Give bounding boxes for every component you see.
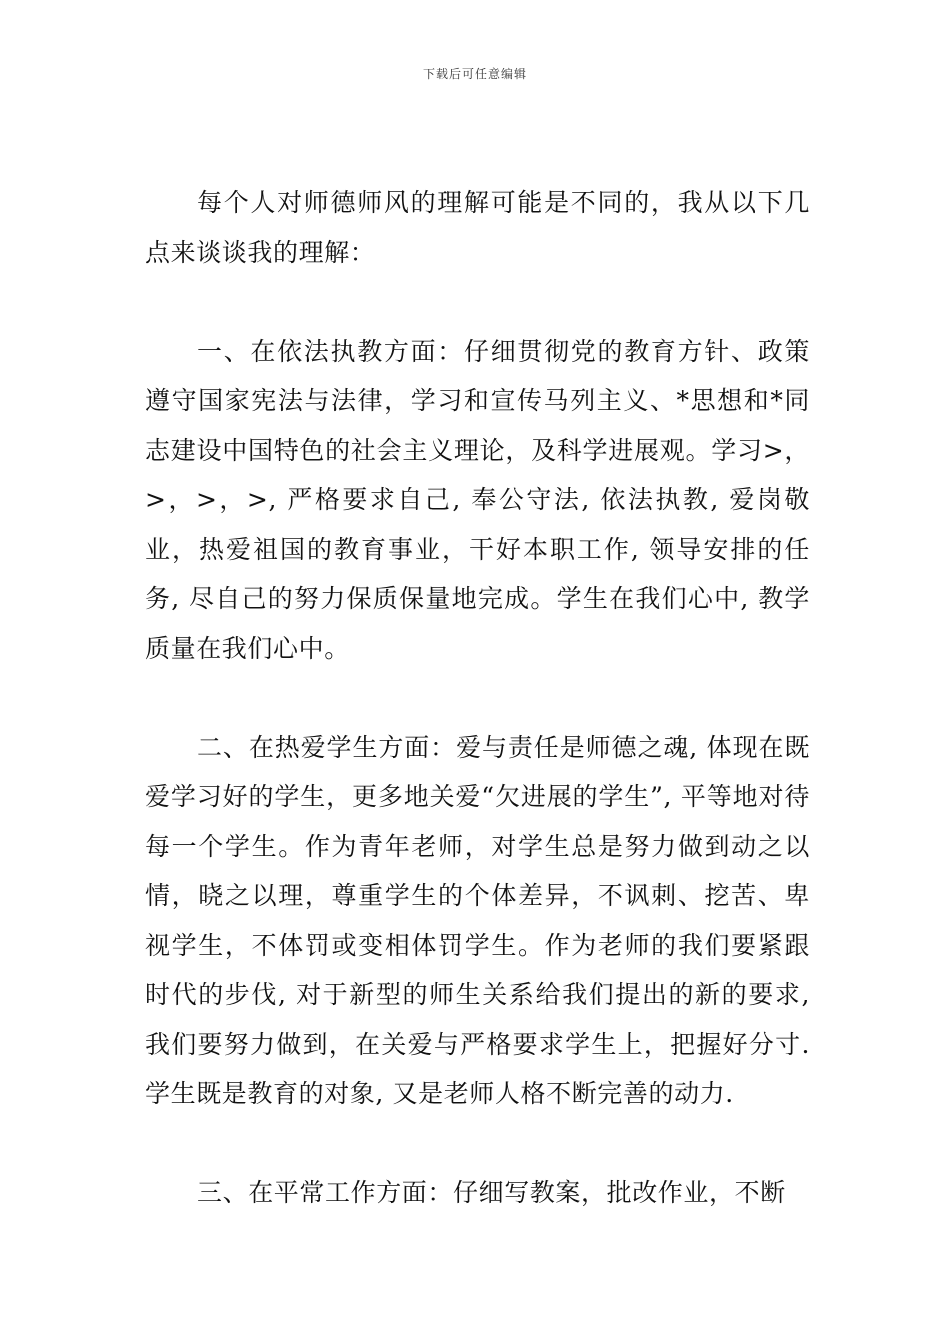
- paragraph-daily-work: 三、在平常工作方面：仔细写教案，批改作业，不断: [197, 1178, 786, 1207]
- paragraph-intro: 每个人对师德师风的理解可能是不同的，我从以下几点来谈谈我的理解：: [145, 188, 810, 267]
- document-body: [145, 178, 810, 1218]
- paragraph-love-students: 二、在热爱学生方面：爱与责任是师德之魂, 体现在既爱学习好的学生，更多地关爱“欠进展的学生”, 平等地对待每一个学生。作为青年老师，对学生总是努力做到动之以情，晓之以理，尊重学生的个体差异，不讽刺、挖苦、卑视学生，不体罚或变相体罚学生。作为老师的我们要紧跟时代的步伐, 对于新型的师生关系给我们提出的新的要求, 我们要努力做到，在关爱与严格要求学生上，把握好分寸. 学生既是教育的对象, 又是老师人格不断完善的动力.: [145, 732, 810, 1108]
- paragraph-lawful-teaching: 一、在依法执教方面：仔细贯彻党的教育方针、政策遵守国家宪法与法律，学习和宣传马列主义、*思想和*同志建设中国特色的社会主义理论，及科学进展观。学习>，>，>，>, 严格要求自己, 奉公守法, 依法执教, 爱岗敬业，热爱祖国的教育事业，干好本职工作, 领导安排的任务, 尽自己的努力保质保量地完成。学生在我们心中, 教学质量在我们心中。: [145, 336, 810, 663]
- header-note: 下载后可任意编辑: [422, 67, 527, 81]
